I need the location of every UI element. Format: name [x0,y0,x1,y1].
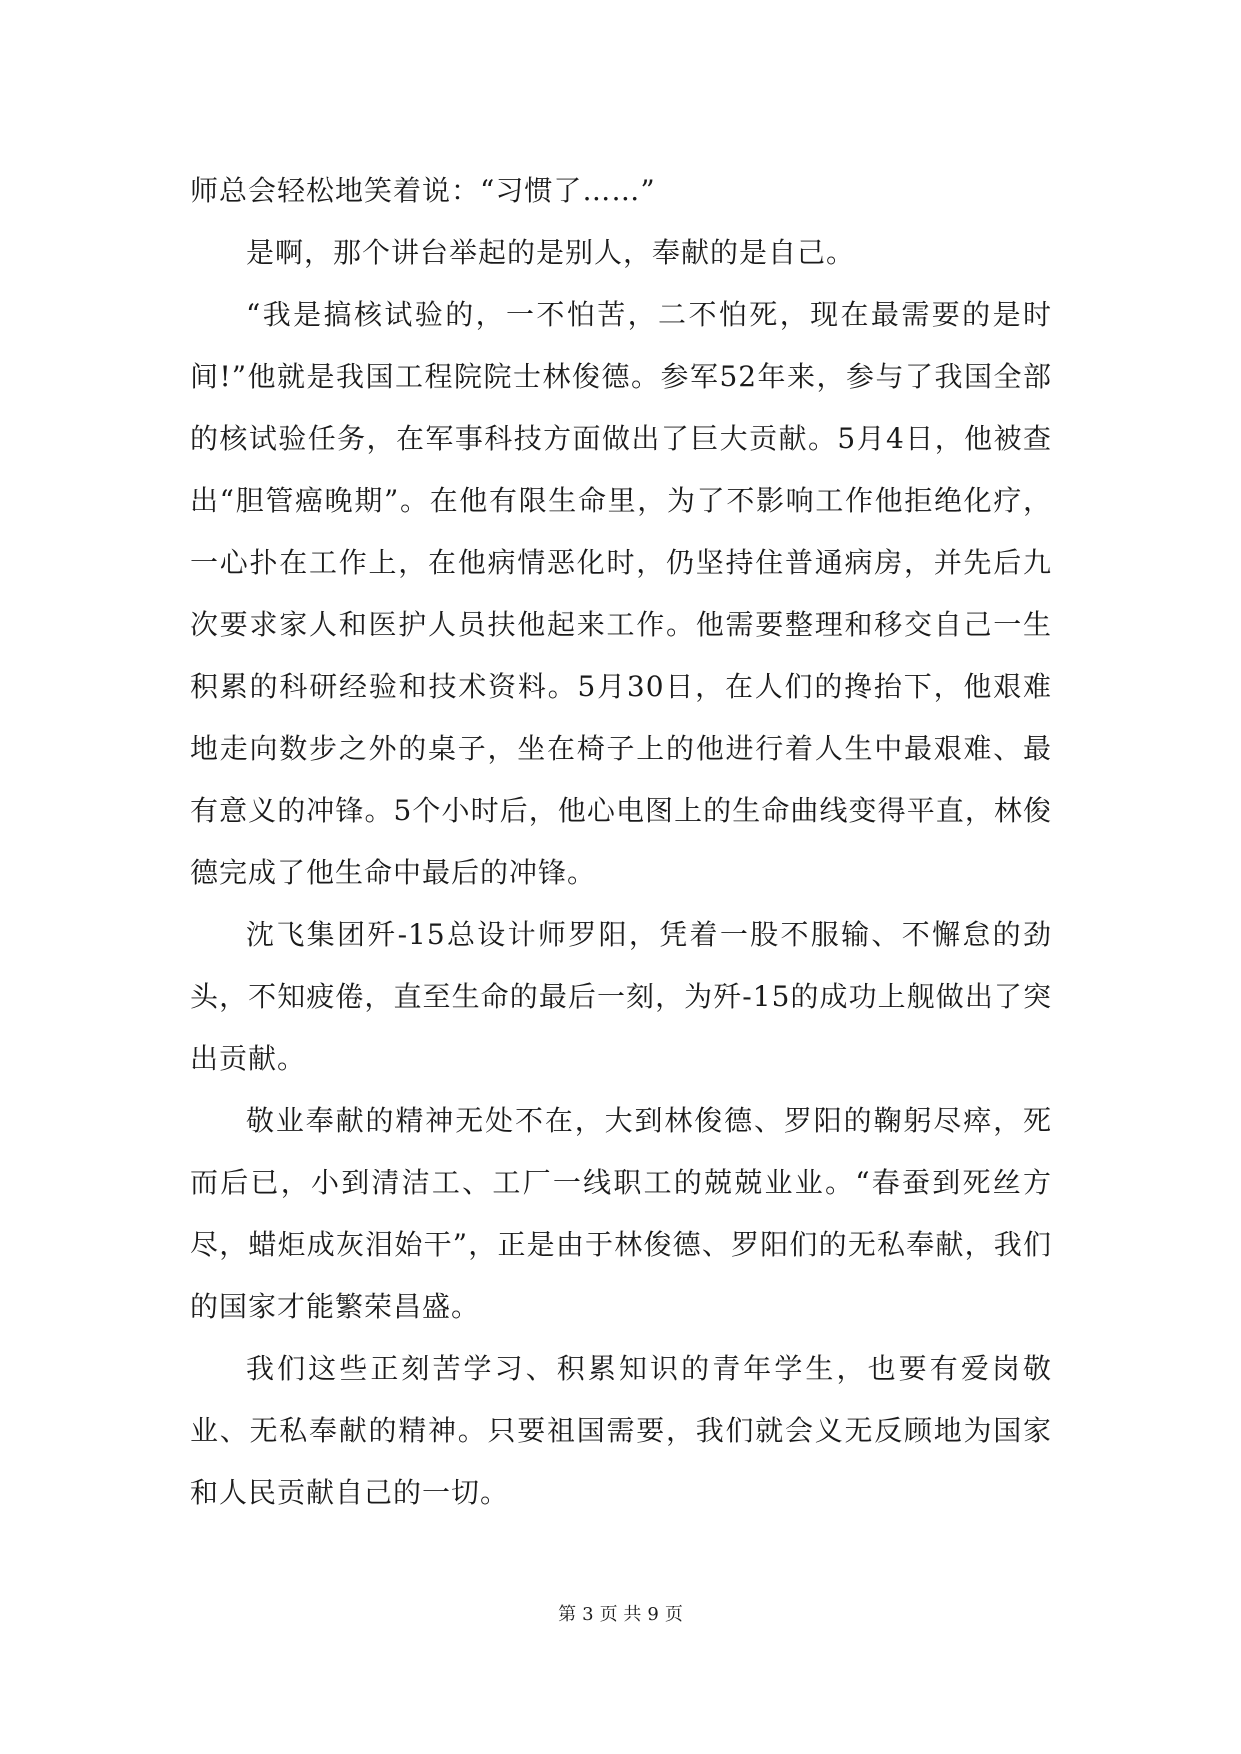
total-page-count: 9 [647,1604,659,1625]
paragraph: 我们这些正刻苦学习、积累知识的青年学生，也要有爱岗敬业、无私奉献的精神。只要祖国需要，我们就会义无反顾地为国家和人民贡献自己的一切。 [190,1352,1052,1509]
paragraph: “我是搞核试验的，一不怕苦，二不怕死，现在最需要的是时间!”他就是我国工程院院士林俊德。参军52年来，参与了我国全部的核试验任务，在军事科技方面做出了巨大贡献。5月4日，他被查出“胆管癌晚期”。在他有限生命里，为了不影响工作他拒绝化疗，一心扑在工作上，在他病情恶化时，仍坚持住普通病房，并先后九次要求家人和医护人员扶他起来工作。他需要整理和移交自己一生积累的科研经验和技术资料。5月30日，在人们的搀抬下，他艰难地走向数步之外的桌子，坐在椅子上的他进行着人生中最艰难、最有意义的冲锋。5个小时后，他心电图上的生命曲线变得平直，林俊德完成了他生命中最后的冲锋。 [190,298,1052,889]
paragraph: 敬业奉献的精神无处不在，大到林俊德、罗阳的鞠躬尽瘁，死而后已，小到清洁工、工厂一线职工的兢兢业业。“春蚕到死丝方尽，蜡炬成灰泪始干”，正是由于林俊德、罗阳们的无私奉献，我们的国家才能繁荣昌盛。 [190,1104,1052,1323]
document-body [190,160,1052,1524]
footer-middle: 页 共 [599,1604,642,1625]
footer-suffix: 页 [664,1604,683,1625]
paragraph: 是啊，那个讲台举起的是别人，奉献的是自己。 [246,236,856,269]
paragraph: 沈飞集团歼-15总设计师罗阳，凭着一股不服输、不懈怠的劲头，不知疲倦，直至生命的最后一刻，为歼-15的成功上舰做出了突出贡献。 [190,918,1052,1075]
current-page-number: 3 [582,1604,594,1625]
paragraph-continuation: 师总会轻松地笑着说：“习惯了……” [190,174,656,207]
footer-prefix: 第 [558,1604,577,1625]
page-footer [0,1603,1241,1627]
